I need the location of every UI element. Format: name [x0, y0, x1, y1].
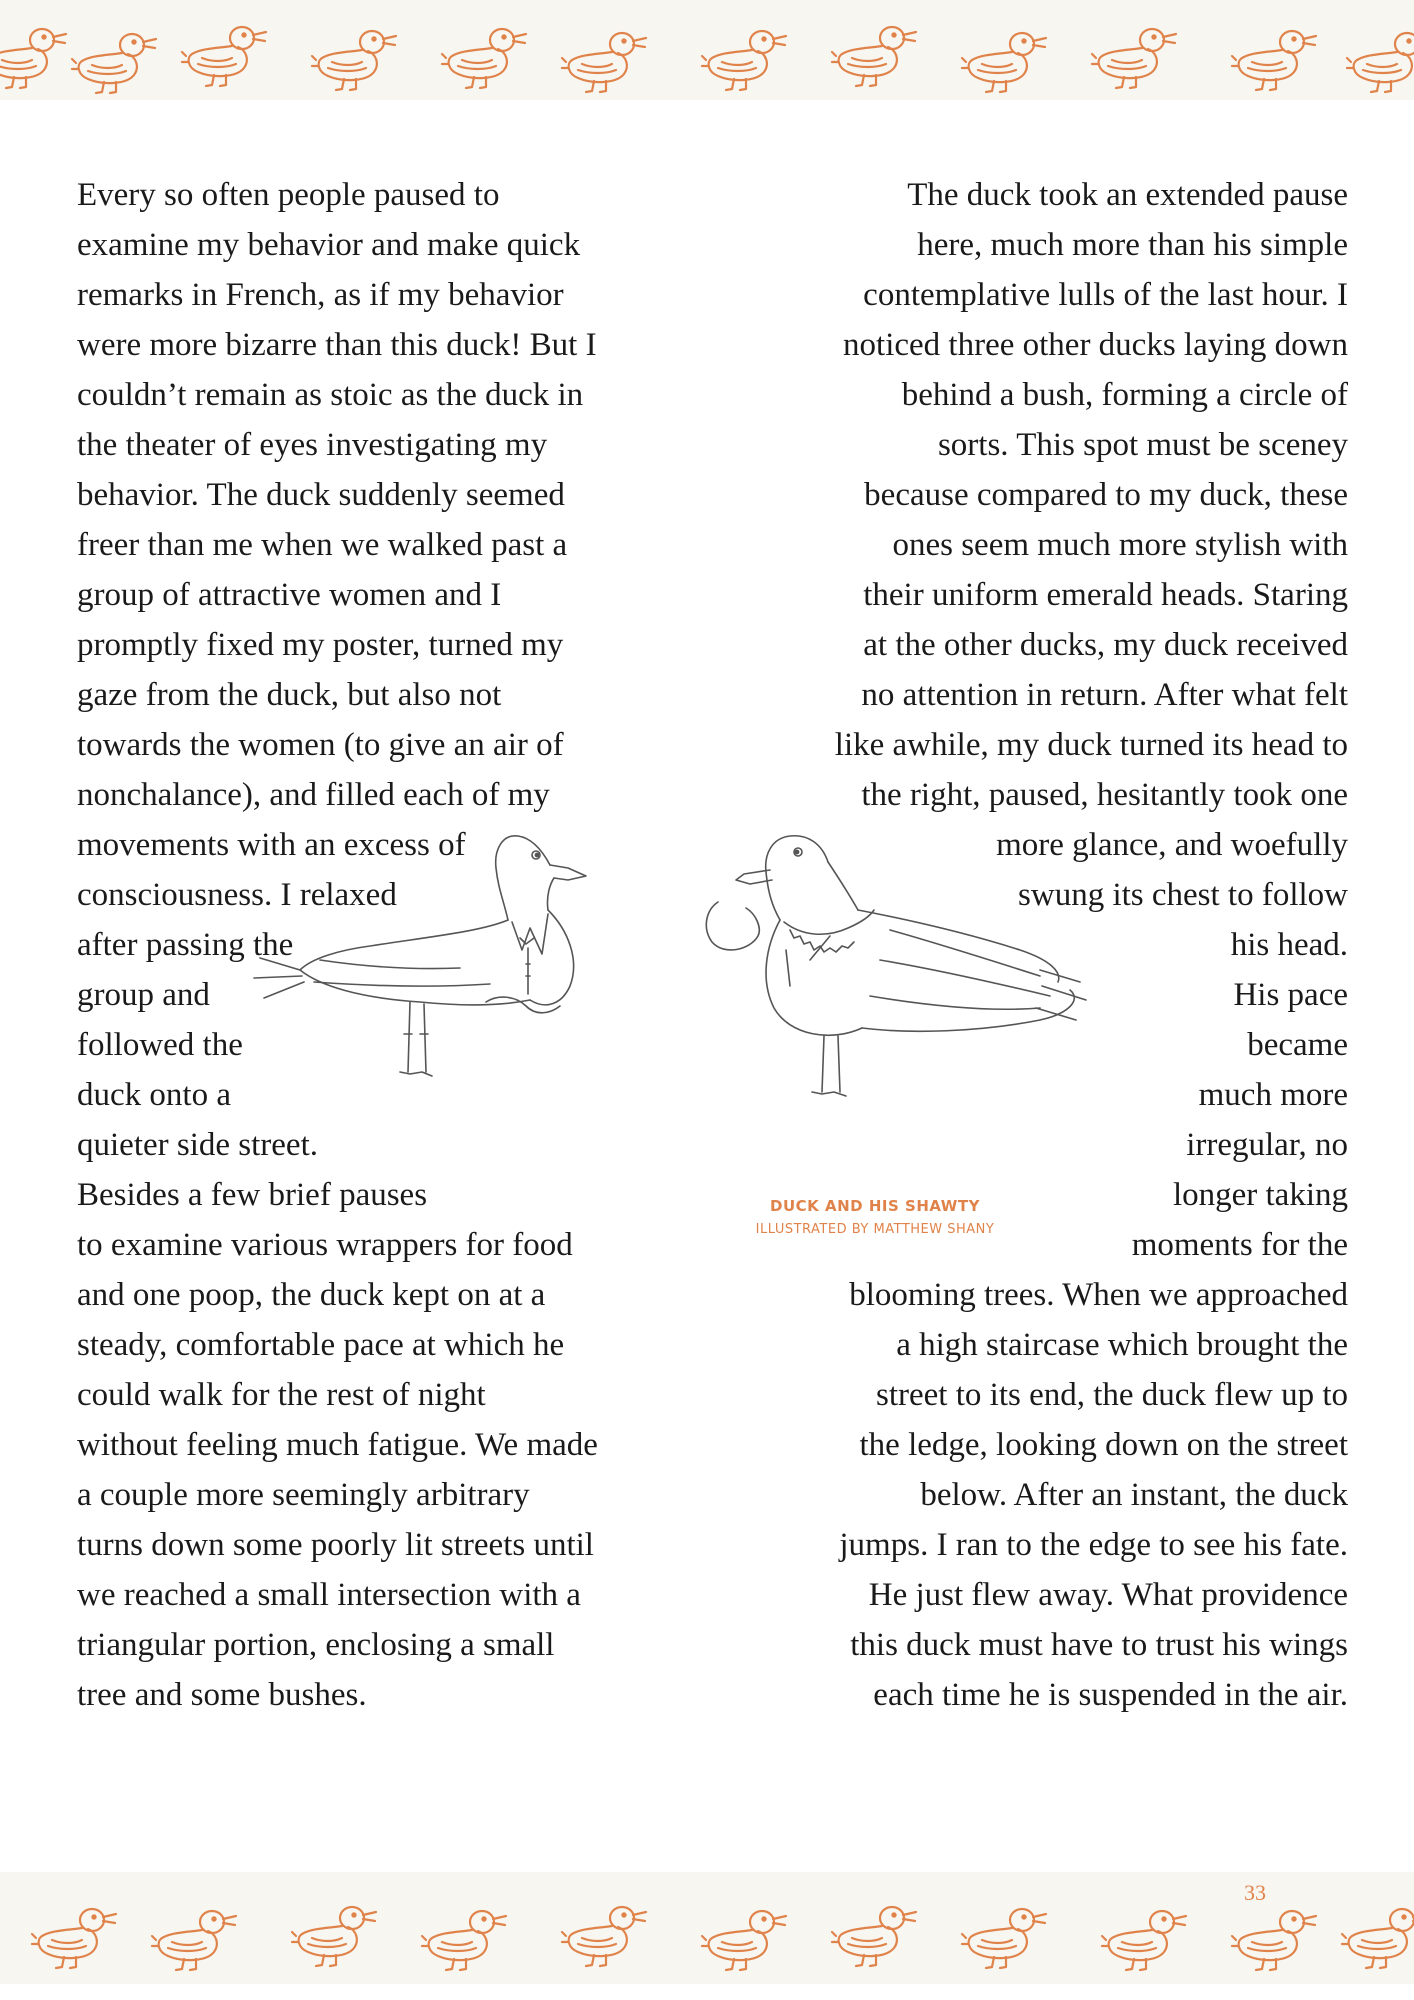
right-column-line: irregular, no: [1186, 1127, 1348, 1163]
duck-doodle-icon: [1345, 24, 1414, 94]
right-column-line: He just flew away. What providence: [868, 1577, 1348, 1613]
left-column-line: promptly fixed my poster, turned my: [77, 627, 564, 663]
duck-doodle-icon: [1230, 1902, 1320, 1972]
duck-doodle-icon: [310, 22, 400, 92]
right-column-line: their uniform emerald heads. Staring: [863, 577, 1348, 613]
left-column-line: tree and some bushes.: [77, 1677, 367, 1713]
duck-doodle-icon: [560, 1898, 650, 1968]
left-column-line: could walk for the rest of night: [77, 1377, 486, 1413]
left-column-line: duck onto a: [77, 1077, 231, 1113]
chain-duck-sketch: [706, 836, 1086, 1096]
left-column-line: towards the women (to give an air of: [77, 727, 564, 763]
right-column-line: more glance, and woefully: [996, 827, 1348, 863]
left-column-line: group and: [77, 977, 210, 1013]
left-column-line: steady, comfortable pace at which he: [77, 1327, 565, 1363]
duck-doodle-icon: [1090, 20, 1180, 90]
right-column-line: much more: [1198, 1077, 1348, 1113]
left-column-line: without feeling much fatigue. We made: [77, 1427, 598, 1463]
right-column-line: like awhile, my duck turned its head to: [834, 727, 1348, 763]
duck-couple-illustration: [250, 810, 1190, 1170]
left-column-line: Every so often people paused to: [77, 177, 500, 213]
left-column-line: a couple more seemingly arbitrary: [77, 1477, 530, 1513]
left-column-line: followed the: [77, 1027, 243, 1063]
duck-doodle-icon: [290, 1898, 380, 1968]
left-column-line: to examine various wrappers for food: [77, 1227, 573, 1263]
left-column-line: quieter side street.: [77, 1127, 318, 1163]
left-column-line: and one poop, the duck kept on at a: [77, 1277, 546, 1313]
left-column-line: gaze from the duck, but also not: [77, 677, 502, 713]
right-column-line: noticed three other ducks laying down: [843, 327, 1348, 363]
left-column-line: we reached a small intersection with a: [77, 1577, 581, 1613]
duck-doodle-icon: [440, 20, 530, 90]
duck-doodle-icon: [70, 25, 160, 95]
left-column-line: consciousness. I relaxed: [77, 877, 397, 913]
page-number: 33: [1244, 1880, 1266, 1905]
duck-doodle-icon: [830, 1898, 920, 1968]
right-column-line: The duck took an extended pause: [907, 177, 1348, 213]
duck-doodle-icon: [420, 1902, 510, 1972]
left-column-line: after passing the: [77, 927, 294, 963]
right-column-line: behind a bush, forming a circle of: [901, 377, 1348, 413]
right-column-line: his head.: [1230, 927, 1348, 963]
right-column-line: at the other ducks, my duck received: [863, 627, 1348, 663]
left-column-line: couldn’t remain as stoic as the duck in: [77, 377, 584, 413]
right-column-line: a high staircase which brought the: [896, 1327, 1348, 1363]
illustration-caption-title: DUCK AND HIS SHAWTY: [770, 1197, 980, 1215]
left-column-line: examine my behavior and make quick: [77, 227, 581, 263]
left-column-line: remarks in French, as if my behavior: [77, 277, 564, 313]
duck-doodle-icon: [1100, 1902, 1190, 1972]
left-column-line: Besides a few brief pauses: [77, 1177, 428, 1213]
duck-doodle-icon: [700, 22, 790, 92]
left-column-line: nonchalance), and filled each of my: [77, 777, 550, 813]
duck-doodle-icon: [960, 1900, 1050, 1970]
duck-doodle-icon: [0, 20, 70, 90]
duck-doodle-icon: [560, 24, 650, 94]
right-column-line: became: [1247, 1027, 1348, 1063]
right-column-line: longer taking: [1172, 1177, 1348, 1213]
duck-doodle-icon: [830, 18, 920, 88]
left-column-line: turns down some poorly lit streets until: [77, 1527, 594, 1563]
right-column-line: each time he is suspended in the air.: [873, 1677, 1348, 1713]
right-column-line: swung its chest to follow: [1018, 877, 1348, 913]
right-column-line: below. After an instant, the duck: [920, 1477, 1348, 1513]
top-duck-border: [0, 0, 1414, 100]
left-column-line: group of attractive women and I: [77, 577, 502, 613]
right-column-line: blooming trees. When we approached: [849, 1277, 1348, 1313]
duck-doodle-icon: [150, 1902, 240, 1972]
right-column-line: this duck must have to trust his wings: [850, 1627, 1348, 1663]
illustration-caption-credit: ILLUSTRATED BY MATTHEW SHANY: [755, 1222, 995, 1237]
left-column-line: the theater of eyes investigating my: [77, 427, 548, 463]
duck-doodle-icon: [180, 18, 270, 88]
left-column-line: movements with an excess of: [77, 827, 466, 863]
bottom-duck-border: [0, 1872, 1414, 1984]
duck-doodle-icon: [1340, 1900, 1414, 1970]
right-column-line: street to its end, the duck flew up to: [876, 1377, 1348, 1413]
right-column-line: jumps. I ran to the edge to see his fate.: [839, 1527, 1348, 1563]
duck-doodle-icon: [700, 1902, 790, 1972]
right-column-line: the right, paused, hesitantly took one: [861, 777, 1348, 813]
left-column-line: triangular portion, enclosing a small: [77, 1627, 555, 1663]
duck-doodle-icon: [960, 24, 1050, 94]
duck-doodle-icon: [30, 1900, 120, 1970]
right-column-line: here, much more than his simple: [917, 227, 1348, 263]
right-column-line: ones seem much more stylish with: [892, 527, 1348, 563]
right-column-line: no attention in return. After what felt: [861, 677, 1348, 713]
right-column-line: His pace: [1233, 977, 1348, 1013]
left-column-line: behavior. The duck suddenly seemed: [77, 477, 565, 513]
right-column-line: sorts. This spot must be sceney: [937, 427, 1348, 463]
left-column-line: freer than me when we walked past a: [77, 527, 568, 563]
duck-doodle-icon: [1230, 22, 1320, 92]
right-column-line: contemplative lulls of the last hour. I: [863, 277, 1348, 313]
right-column-line: the ledge, looking down on the street: [859, 1427, 1348, 1463]
suited-duck-sketch: [254, 836, 586, 1076]
left-column-line: were more bizarre than this duck! But I: [77, 327, 597, 363]
right-column-line: because compared to my duck, these: [864, 477, 1348, 513]
right-column-line: moments for the: [1131, 1227, 1348, 1263]
